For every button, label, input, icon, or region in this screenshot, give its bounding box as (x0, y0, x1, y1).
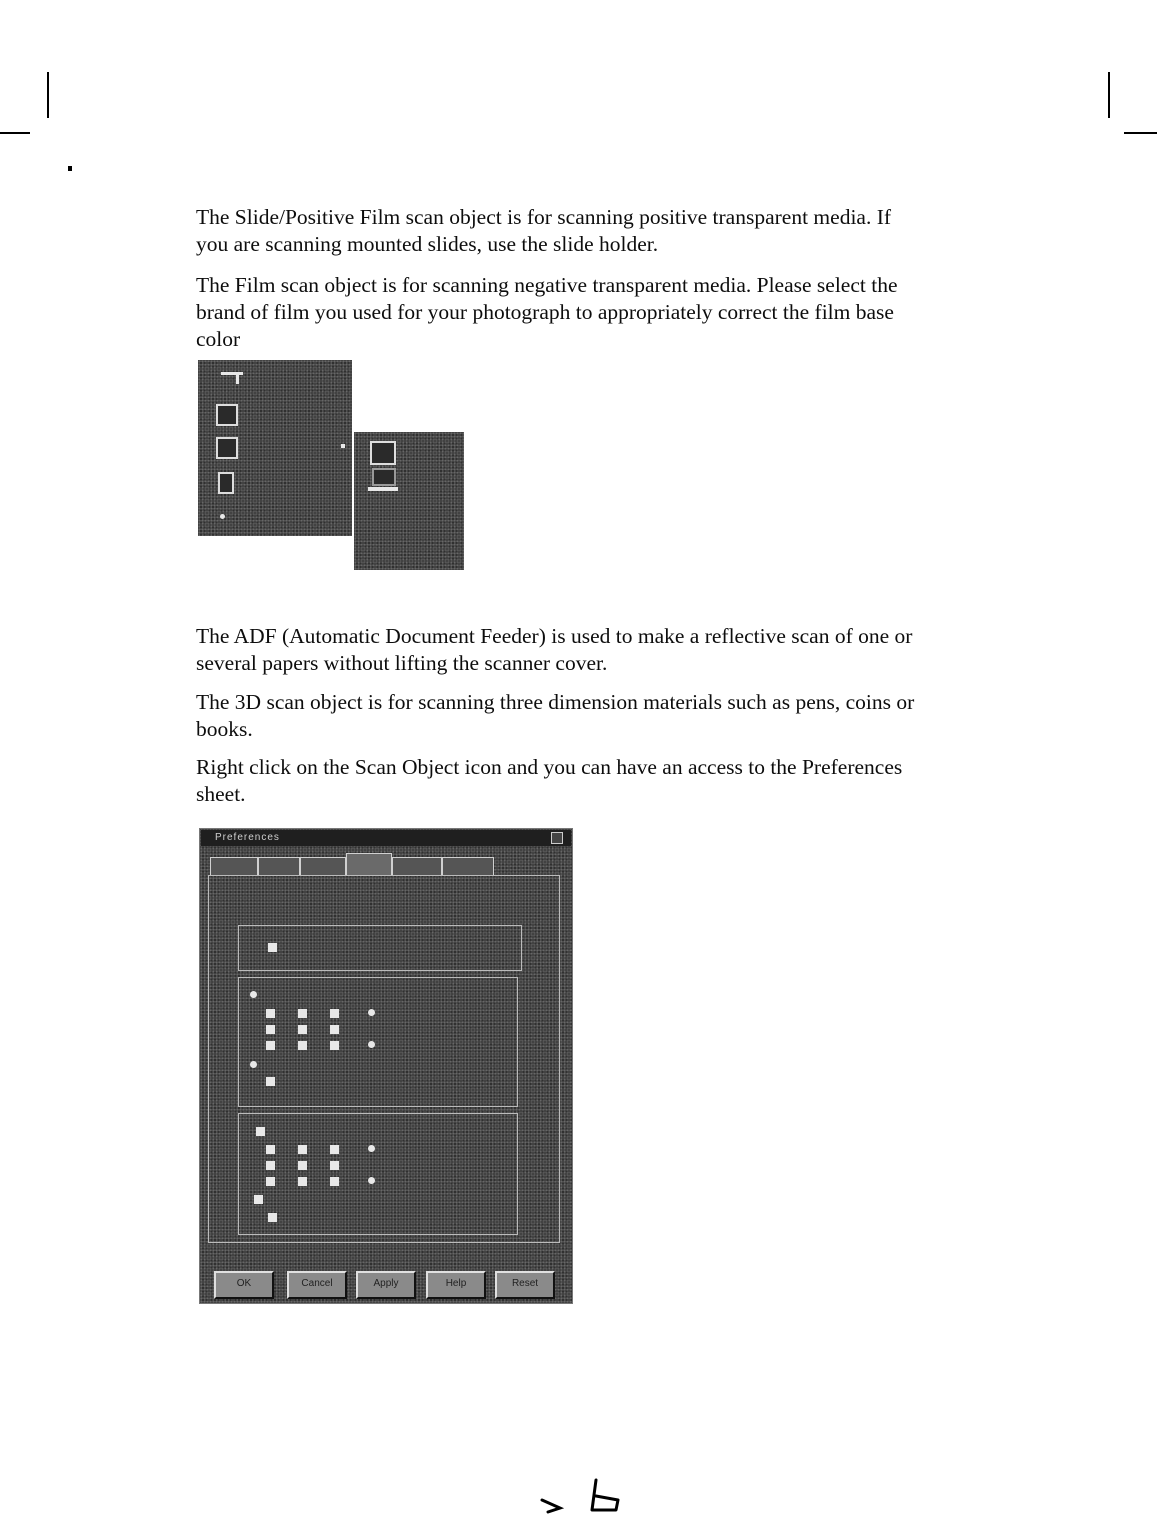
checkbox (266, 1145, 275, 1154)
text-line: books. (196, 717, 253, 741)
checkbox (268, 943, 277, 952)
text-line: The 3D scan object is for scanning three dimension materials such as pens, coins or (196, 690, 915, 714)
tab (392, 857, 442, 876)
checkbox (298, 1145, 307, 1154)
checkbox (298, 1041, 307, 1050)
option-group (238, 925, 522, 971)
radio-button (250, 991, 257, 998)
checkbox (268, 1213, 277, 1222)
text-line: color (196, 327, 241, 351)
checkbox (266, 1177, 275, 1186)
film-brand-icon (370, 441, 396, 465)
tab (300, 857, 346, 876)
checkbox (298, 1025, 307, 1034)
speck (68, 166, 72, 171)
checkbox (256, 1127, 265, 1136)
tab (442, 857, 494, 876)
reflective-scan-icon (216, 404, 238, 426)
checkbox (330, 1177, 339, 1186)
option-group (238, 977, 518, 1107)
text-line: you are scanning mounted slides, use the slide holder. (196, 232, 659, 256)
close-icon (551, 832, 563, 844)
tab-active (346, 853, 392, 876)
checkbox (298, 1161, 307, 1170)
tab (210, 857, 258, 876)
submenu-arrow-icon (341, 444, 345, 448)
checkbox (298, 1177, 307, 1186)
checkbox (266, 1025, 275, 1034)
paragraph-adf (196, 623, 976, 677)
ok-button: OK (214, 1271, 274, 1299)
crop-mark-left-horizontal (0, 132, 30, 134)
checkbox (330, 1025, 339, 1034)
text-line: Right click on the Scan Object icon and you can have an access to the Preferences (196, 755, 903, 779)
reset-button: Reset (495, 1271, 555, 1299)
paragraph-3d-scan (196, 689, 976, 743)
option-group (238, 1113, 518, 1235)
text-line: The Film scan object is for scanning negative transparent media. Please select the (196, 273, 898, 297)
checkbox (266, 1009, 275, 1018)
checkbox (330, 1145, 339, 1154)
adf-scan-icon (218, 472, 234, 494)
crop-mark-left-vertical (47, 72, 49, 118)
crop-mark-right-horizontal (1124, 132, 1157, 134)
scan-object-header-mark (221, 372, 243, 375)
radio-button (368, 1009, 375, 1016)
dialog-title: Preferences (215, 832, 280, 843)
radio-button (368, 1177, 375, 1184)
radio-button (368, 1145, 375, 1152)
tab (258, 857, 300, 876)
checkbox (298, 1009, 307, 1018)
crop-mark-right-vertical (1108, 72, 1110, 118)
checkbox (266, 1041, 275, 1050)
film-brand-item-highlight (368, 487, 398, 491)
text-line: several papers without lifting the scanner cover. (196, 651, 608, 675)
paragraph-slide-positive-film (196, 204, 976, 258)
checkbox (266, 1077, 275, 1086)
apply-button: Apply (356, 1271, 416, 1299)
cancel-button: Cancel (287, 1271, 347, 1299)
checkbox (330, 1041, 339, 1050)
radio-button (250, 1061, 257, 1068)
paragraph-film-scan (196, 272, 976, 353)
paragraph-preferences (196, 754, 976, 808)
checkbox (254, 1195, 263, 1204)
text-line: sheet. (196, 782, 246, 806)
slide-scan-icon (216, 437, 238, 459)
scan-object-header-mark (236, 372, 239, 384)
page-number-scribble (538, 1474, 628, 1514)
radio-button (368, 1041, 375, 1048)
help-button: Help (426, 1271, 486, 1299)
checkbox (330, 1009, 339, 1018)
checkbox (266, 1161, 275, 1170)
text-line: The ADF (Automatic Document Feeder) is used to make a reflective scan of one or (196, 624, 913, 648)
film-brand-icon (372, 468, 396, 486)
text-line: brand of film you used for your photograph to appropriately correct the film base (196, 300, 894, 324)
text-line: The Slide/Positive Film scan object is for scanning positive transparent media. If (196, 205, 892, 229)
checkbox (330, 1161, 339, 1170)
3d-scan-icon (220, 514, 225, 519)
